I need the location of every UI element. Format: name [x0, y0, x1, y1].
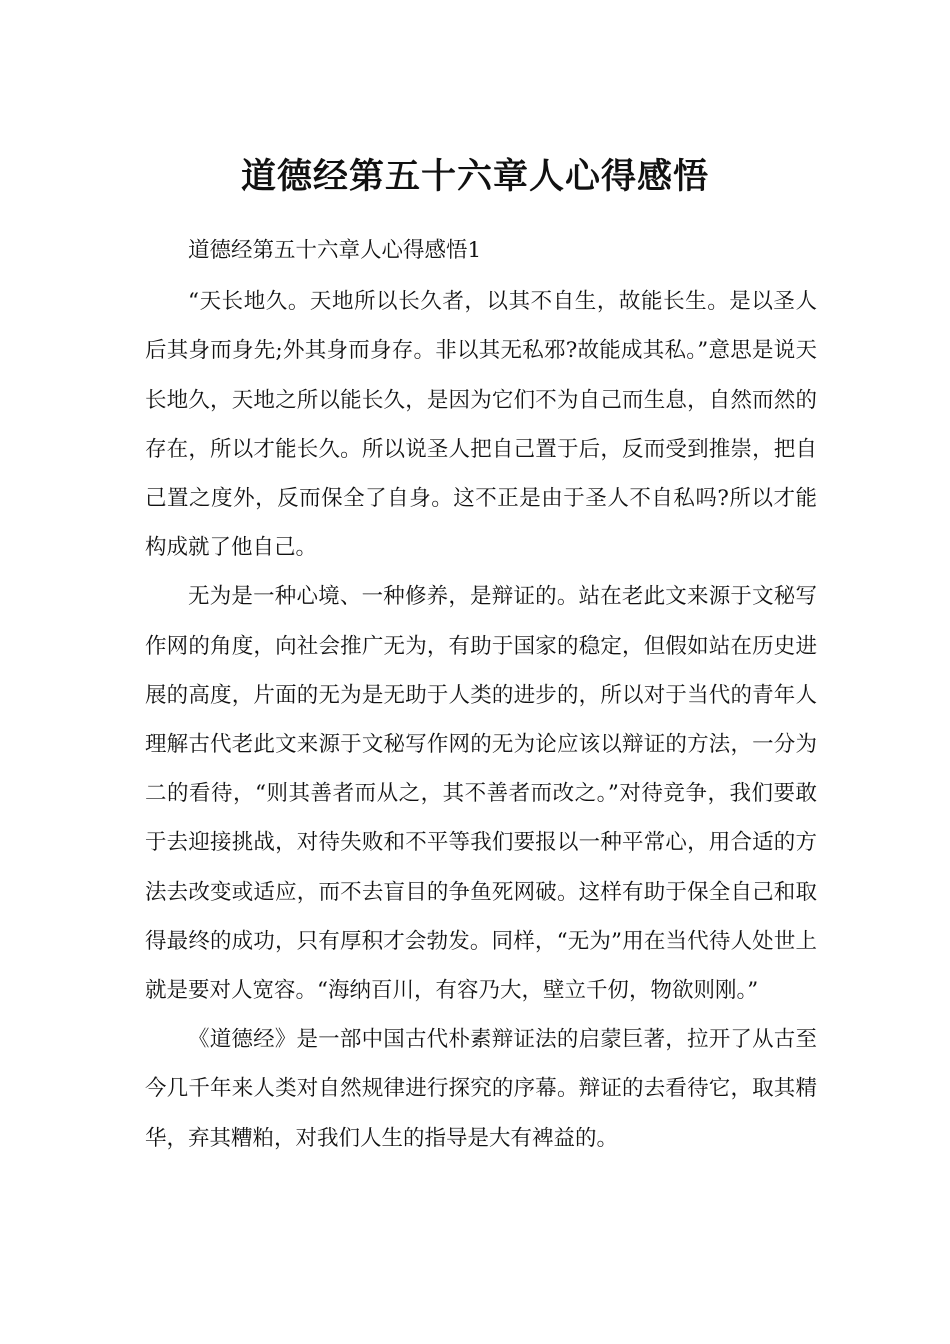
document-title: 道德经第五十六章人心得感悟: [240, 157, 709, 198]
section-subheading: 道德经第五十六章人心得感悟1: [188, 238, 482, 263]
paragraph-3: 《道德经》是一部中国古代朴素辩证法的启蒙巨著，拉开了从古至今几千年来人类对自然规律进行探究的序幕。辩证的去看待它，取其精华，弃其糟粕，对我们人生的指导是大有裨益的。: [145, 1027, 817, 1151]
paragraph-2: 无为是一种心境、一种修养，是辩证的。站在老此文来源于文秘写作网的角度，向社会推广无为，有助于国家的稳定，但假如站在历史进展的高度，片面的无为是无助于人类的进步的，所以对于当代的青年人理解古代老此文来源于文秘写作网的无为论应该以辩证的方法，一分为二的看待，“则其善者而从之，其不善者而改之。”对待竞争，我们要敢于去迎接挑战，对待失败和不平等我们要报以一种平常心，用合适的方法去改变或适应，而不去盲目的争鱼死网破。这样有助于保全自己和取得最终的成功，只有厚积才会勃发。同样，“无为”用在当代待人处世上就是要对人宽容。“海纳百川，有容乃大，壁立千仞，物欲则刚。”: [145, 584, 817, 1004]
paragraph-1: “天长地久。天地所以长久者，以其不自生，故能长生。是以圣人后其身而身先;外其身而身存。非以其无私邪?故能成其私。”意思是说天长地久，天地之所以能长久，是因为它们不为自己而生息，自然而然的存在，所以才能长久。所以说圣人把自己置于后，反而受到推崇，把自己置之度外，反而保全了自身。这不正是由于圣人不自私吗?所以才能构成就了他自己。: [145, 289, 817, 561]
document-body: [145, 226, 817, 1163]
